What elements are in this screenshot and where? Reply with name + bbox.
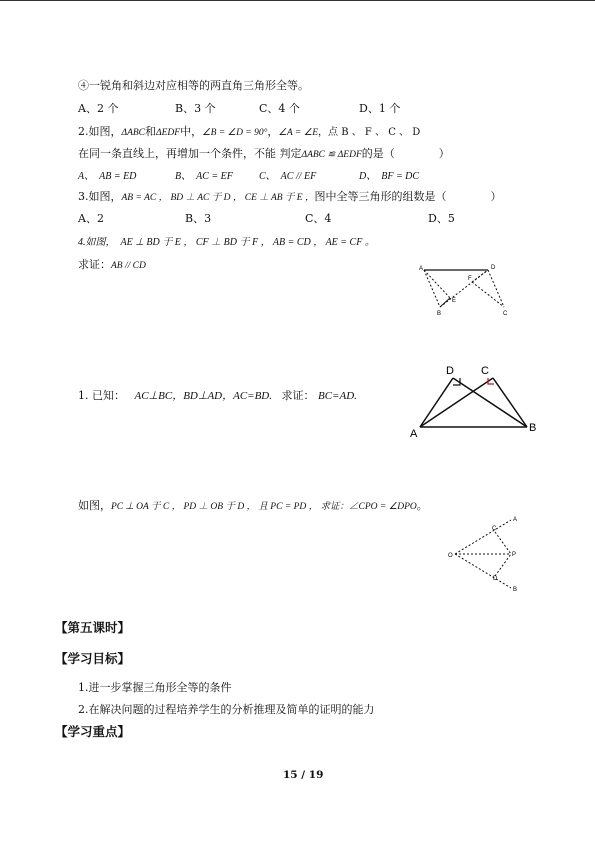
q4-label-c: C: [503, 311, 508, 317]
q3-line1: 3.如图，AB = AC ， BD ⊥ AC 于 D ， CE ⊥ AB 于 E ，图中全等三角形的组数是（ ）: [78, 190, 502, 203]
q6-figure: [445, 512, 525, 594]
q5-line: 1. 已知： AC⊥BC，BD⊥AD，AC=BD. 求证： BC=AD.: [78, 389, 357, 402]
q4-label-a: A: [419, 266, 424, 272]
q2-option-b: B、 AC = EF: [175, 171, 233, 182]
q4-prove: 求证：AB // CD: [78, 258, 146, 271]
q3-option-d: D、5: [428, 212, 455, 225]
q4-line: 4.如图， AE ⊥ BD 于 E ， CF ⊥ BD 于 F ， AB = CD ， AE = CF 。: [78, 237, 375, 248]
page-number: 15 / 19: [283, 769, 324, 781]
statement-4: ④一锐角和斜边对应相等的两直角三角形全等。: [78, 79, 309, 92]
goal-1: 1.进一步掌握三角形全等的条件: [78, 681, 232, 694]
key-heading: 【学习重点】: [55, 724, 131, 739]
q5-label-c: C: [481, 365, 489, 377]
option-c: C、4 个: [259, 102, 300, 115]
q4-label-f: F: [468, 276, 472, 282]
q4-label-d: D: [491, 265, 496, 271]
q4-figure: [412, 260, 522, 320]
q5-label-d: D: [446, 365, 454, 377]
lesson-title: 【第五课时】: [55, 620, 131, 635]
q6-line: 如图，PC ⊥ OA 于 C ， PD ⊥ OB 于 D ， 且 PC = PD ， 求证：∠CPO = ∠DPO。: [78, 499, 428, 512]
q6-label-a: A: [513, 517, 518, 523]
q6-label-d: D: [493, 576, 498, 582]
q4-label-e: E: [452, 298, 457, 304]
q4-label-b: B: [437, 311, 442, 317]
q2-option-a: A、 AB = ED: [78, 171, 137, 182]
q3-option-a: A、2: [78, 212, 104, 225]
header-rule: [0, 0, 595, 1]
q3-option-c: C、4: [305, 212, 332, 225]
option-d: D、1 个: [359, 102, 401, 115]
q2-line1: 2.如图，ΔABC和ΔEDF中，∠B = ∠D = 90°，∠A = ∠E，点 B 、 F 、 C 、 D: [78, 125, 421, 138]
q2-option-c: C、 AC // EF: [259, 171, 317, 182]
goal-2: 2.在解决问题的过程培养学生的分析推理及简单的证明的能力: [78, 703, 375, 716]
q5-label-b: B: [529, 422, 537, 434]
q6-label-o: O: [448, 553, 453, 559]
q3-option-b: B、3: [185, 212, 212, 225]
q6-label-b: B: [513, 587, 518, 593]
q2-line2: 在同一条直线上，再增加一个条件，不能 判定ΔABC ≌ ΔEDF的是（ ）: [78, 147, 450, 160]
q6-label-c: C: [492, 526, 497, 532]
q6-label-p: P: [512, 552, 517, 558]
q5-figure: [405, 360, 545, 440]
q2-option-d: D、 BF = DC: [359, 171, 420, 182]
goals-heading: 【学习目标】: [55, 651, 131, 666]
option-b: B、3 个: [175, 102, 216, 115]
option-a: A、2 个: [78, 102, 119, 115]
q5-label-a: A: [410, 428, 418, 440]
